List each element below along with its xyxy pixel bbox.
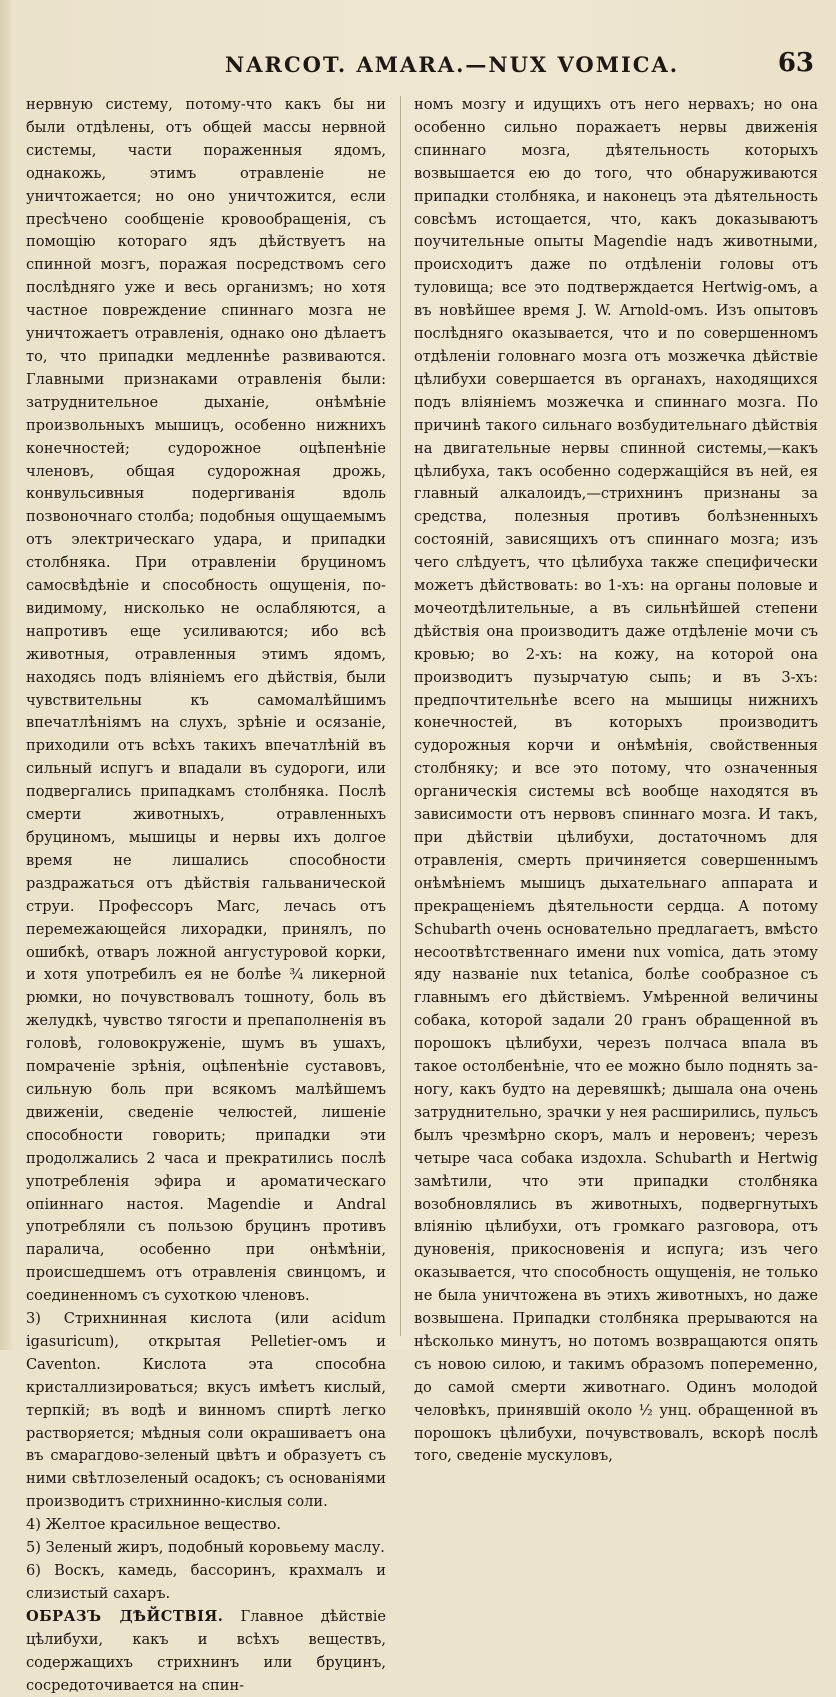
list-item-4: 4) Желтое красильное вещество. [26, 1516, 282, 1534]
action-section [26, 1606, 386, 1697]
list-item-5: 5) Зеленый жиръ, подобный коровьему маслу. [26, 1539, 385, 1557]
page-number: 63 [777, 48, 814, 78]
section-text: Главное дѣйствіе цѣлибухи, какъ и всѣхъ веществъ, содержащихъ стрихнинъ или бруцинъ, сосредоточивается на спин- [26, 1607, 387, 1694]
right-column [414, 94, 818, 1468]
left-column [26, 94, 386, 1697]
list-item-6: 6) Воскъ, камедь, бассоринъ, крахмалъ и слизистый сахаръ. [26, 1562, 386, 1602]
section-heading: ОБРАЗЪ ДѢЙСТВІЯ. [26, 1607, 224, 1625]
page-header [0, 48, 836, 88]
left-paragraph: нервную систему, потому-что какъ бы ни были отдѣлены, отъ общей массы нервной системы, части пораженныя ядомъ, однакожь, этимъ отравленіе не уничтожается; но оно уничтожится, если пресѣчено сообщеніе кровообращенія, съ помощію котораго ядъ дѣйствуетъ на спинной мозгъ, поражая посредствомъ сего послѣдняго уже и весь организмъ; но хотя частное повреждение спиннаго мозга не уничтожаетъ отравленія, однако оно дѣлаетъ то, что припадки медленнѣе развиваются. Главными признаками отравленія были: затруднительное дыханіе, онѣмѣніе произвольныхъ мышицъ, особенно нижнихъ конечностей; судорожное оцѣпенѣніе членовъ, общая судорожная дрожь, конвульсивныя подергиванія вдоль позвоночнаго столба; подобныя ощущаемымъ отъ электрическаго удара, и припадки столбняка. При отравленіи бруциномъ самосвѣдѣніе и способность ощущенія, по-видимому, нисколько не ослабляются, а напротивъ еще усиливаются; ибо всѣ животныя, отравленныя этимъ ядомъ, находясь подъ вліяніемъ его дѣйствія, были чувствительны къ самомалѣйшимъ впечатлѣніямъ на слухъ, зрѣніе и осязаніе, приходили отъ всѣхъ такихъ впечатлѣній въ сильный испугъ и впадали въ судороги, или подвергались припадкамъ столбняка. Послѣ смерти животныхъ, отравленныхъ бруциномъ, мышицы и нервы ихъ долгое время не лишались способности раздражаться отъ дѣйствія гальванической струи. Профессоръ Маrс, лечась отъ перемежающейся лихорадки, принялъ, по ошибкѣ, отваръ ложной ангустуровой корки, и хотя употребилъ ея не болѣе ¾ ликерной рюмки, но почувствовалъ тошноту, боль въ желудкѣ, чувство тягости и препаполненія въ головѣ, головокруженіе, шумъ въ ушахъ, помраченіе зрѣнія, оцѣпенѣніе суставовъ, сильную боль при всякомъ малѣйшемъ движеніи, сведеніе челюстей, лишеніе способности говорить; припадки эти продолжались 2 часа и прекратились послѣ употребленія эфира и ароматическаго опіиннаго настоя. Magendie и Andral употребляли съ пользою бруцинъ противъ паралича, особенно при онѣмѣніи, происшедшемъ отъ отравленія свинцомъ, и соединенномъ съ сухоткою членовъ. [26, 96, 386, 1305]
column-divider [400, 96, 401, 1336]
list-item-3: 3) Стрихнинная кислота (или acidum igasuricum), открытая Pelletier-омъ и Caventon. Кислота эта способна кристаллизироваться; вкусъ имѣетъ кислый, терпкій; въ водѣ и винномъ спиртѣ легко растворяется; мѣдныя соли окрашиваетъ она въ смарагдово-зеленый цвѣтъ и образуетъ съ ними свѣтлозеленый осадокъ; съ основаніями производитъ стрихнинно-кислыя соли. [26, 1310, 386, 1511]
running-head: NARCOT. AMARA.—NUX VOMICA. [225, 52, 680, 77]
right-paragraph: номъ мозгу и идущихъ отъ него нервахъ; но она особенно сильно поражаетъ нервы движенія спиннаго мозга, дѣятельность которыхъ возвышается ею до того, что обнаруживаются припадки столбняка, и наконецъ эта дѣятельность совсѣмъ истощается, что, какъ доказываютъ поучительные опыты Magendie надъ животными, происходитъ даже по отдѣленіи головы отъ туловища; все это подтверждается Hertwig-омъ, а въ новѣйшее время J. W. Arnold-омъ. Изъ опытовъ послѣдняго оказывается, что и по совершенномъ отдѣленіи головнаго мозга отъ мозжечка дѣйствіе цѣлибухи совершается въ органахъ, находящихся подъ вліяніемъ мозжечка и спиннаго мозга. По причинѣ такого сильнаго возбудительнаго дѣйствія на двигательные нервы спинной системы,—какъ цѣлибуха, такъ особенно содержащійся въ ней, ея главный алкалоидъ,—стрихнинъ признаны за средства, полезныя противъ болѣзненныхъ состояній, зависящихъ отъ спиннаго мозга; изъ чего слѣдуетъ, что цѣлибуха также специфически можетъ дѣйствовать: во 1-хъ: на органы половые и мочеотдѣлительные, а въ сильнѣйшей степени дѣйствія она производитъ даже отдѣленіе мочи съ кровью; во 2-хъ: на кожу, на которой она производитъ пузырчатую сыпь; и въ 3-хъ: предпочтительнѣе всего на мышицы нижнихъ конечностей, въ которыхъ производитъ судорожныя корчи и онѣмѣнія, свойственныя столбняку; и все это потому, что означенныя органическія системы всѣ вообще находятся въ зависимости отъ нервовъ спиннаго мозга. И такъ, при дѣйствіи цѣлибухи, достаточномъ для отравленія, смерть причиняется совершеннымъ онѣмѣніемъ мышицъ дыхательнаго аппарата и прекращеніемъ дѣятельности сердца. А потому Schubarth очень основательно предлагаетъ, вмѣсто несоотвѣтственнаго имени nux vomica, дать этому яду названіе nux tetanica, болѣе сообразное съ главнымъ его дѣйствіемъ. Умѣренной величины собака, которой задали 20 гранъ обращенной въ порошокъ цѣлибухи, черезъ полчаса впала въ такое остолбенѣніе, что ее можно было поднять за-ногу, какъ будто на деревяшкѣ; дышала она очень затруднительно, зрачки у нея расширились, пульсъ былъ чрезмѣрно скоръ, малъ и неровенъ; черезъ четыре часа собака издохла. Schubarth и Hertwig замѣтили, что эти припадки столбняка возобновлялись въ животныхъ, подвергнутыхъ вліянію цѣлибухи, отъ громкаго разговора, отъ дуновенія, прикосновенія и испуга; изъ чего оказывается, что способность ощущенія, не только не была уничтожена въ этихъ животныхъ, но даже возвышена. Припадки столбняка прерываются на нѣсколько минутъ, но потомъ возвращаются опять съ новою силою, и такимъ образомъ попеременно, до самой смерти животнаго. Одинъ молодой человѣкъ, принявшій около ½ унц. обращенной въ порошокъ цѣлибухи, почувствовалъ, вскорѣ послѣ того, сведеніе мускуловъ, [414, 96, 818, 1465]
